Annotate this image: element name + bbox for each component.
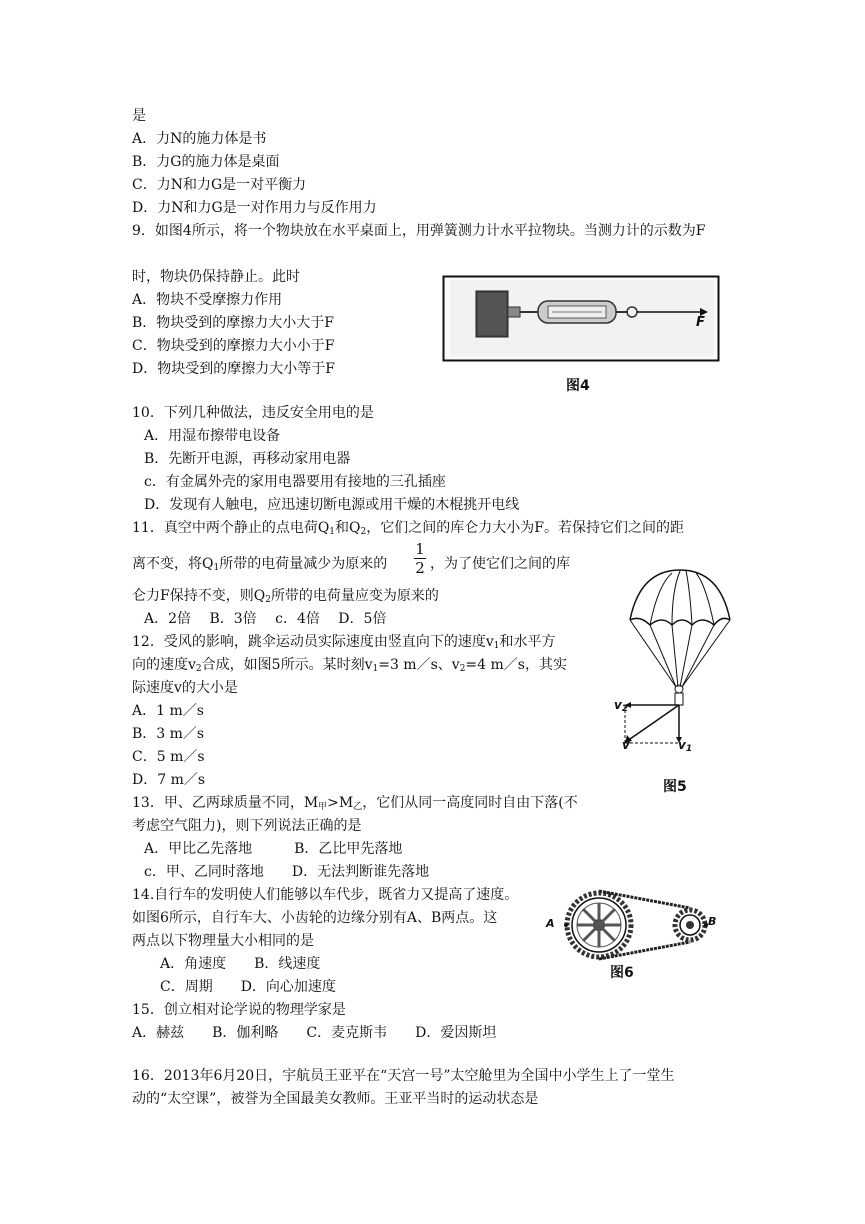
question-15-stem: 15．创立相对论学说的物理学家是	[132, 1002, 346, 1018]
figure-5-caption: 图5	[663, 779, 687, 795]
option-line: B．力G的施力体是桌面	[132, 154, 280, 170]
question-11-stem-cont: 离不变，将$Q_1$所带的电荷量减少为原来的	[132, 556, 388, 573]
fraction-one-half: 1 2	[415, 540, 425, 577]
option-line: c．甲、乙同时落地 D．无法判断谁先落地	[144, 864, 430, 880]
question-14-stem-cont: 如图6所示，自行车大、小齿轮的边缘分别有A、B两点。这	[132, 910, 498, 926]
question-10-stem: 10．下列几种做法，违反安全用电的是	[132, 405, 374, 421]
question-14-stem: 14.自行车的发明使人们能够以车代步，既省力又提高了速度。	[132, 887, 519, 903]
question-16-stem: 16．2013年6月20日，宇航员王亚平在“天宫一号”太空舱里为全国中小学生上了一堂生	[132, 1068, 675, 1084]
figure-4-caption: 图4	[566, 378, 590, 394]
option-line: D．物块受到的摩擦力大小等于F	[132, 361, 335, 377]
figure-6	[546, 885, 722, 969]
option-line: A．1 m／s	[132, 703, 204, 719]
question-13-stem: 13．甲、乙两球质量不同，$M_甲>M_乙$，它们从同一高度同时自由下落(不	[132, 795, 578, 812]
question-12-stem: 12．受风的影响，跳伞运动员实际速度由竖直向下的速度$v_1$和水平方	[132, 634, 556, 651]
option-line: D．7 m／s	[132, 772, 206, 788]
option-line: A．赫兹 B．伽利略 C．麦克斯韦 D．爱因斯坦	[132, 1025, 497, 1041]
point-b-label: B	[708, 915, 717, 928]
option-line: D．发现有人触电，应迅速切断电源或用干燥的木棍挑开电线	[144, 497, 520, 513]
question-9-stem-cont: 时，物块仍保持静止。此时	[132, 269, 300, 285]
figure-6-caption: 图6	[610, 965, 634, 981]
option-line: A．角速度 B．线速度	[160, 956, 321, 972]
point-a-label: A	[546, 917, 555, 930]
option-line: D．力N和力G是一对作用力与反作用力	[132, 200, 377, 216]
text-line: 是	[132, 108, 146, 124]
figure-4	[442, 275, 720, 369]
question-11-stem: 11．真空中两个静止的点电荷$Q_1$和$Q_2$，它们之间的库仑力大小为F。若保持它们之间的距	[132, 520, 684, 537]
option-line: A．力N的施力体是书	[132, 131, 267, 147]
option-line: B．先断开电源，再移动家用电器	[144, 451, 351, 467]
option-line: C．5 m／s	[132, 749, 205, 765]
option-line: A．2倍 B．3倍 c．4倍 D．5倍	[144, 611, 387, 627]
question-12-stem-cont: 向的速度$v_2$合成，如图5所示。某时刻$v_1=3$ m／s、$v_2=4$ m／s，其实	[132, 657, 567, 674]
question-16-stem-cont: 动的“太空课”，被誉为全国最美女教师。王亚平当时的运动状态是	[132, 1091, 539, 1107]
question-11-stem-cont: 仑力F保持不变，则$Q_2$所带的电荷量应变为原来的	[132, 588, 439, 605]
question-11-stem-tail: ，为了使它们之间的库	[430, 556, 570, 572]
question-13-stem-cont: 考虑空气阻力)，则下列说法正确的是	[132, 818, 362, 834]
option-line: A．用湿布擦带电设备	[144, 428, 281, 444]
v2-label: $v_2$	[614, 698, 629, 714]
figure-5	[610, 565, 750, 769]
option-line: C．周期 D．向心加速度	[160, 979, 336, 995]
question-14-stem-cont: 两点以下物理量大小相同的是	[132, 933, 314, 949]
option-line: C．物块受到的摩擦力大小小于F	[132, 338, 335, 354]
option-line: A．物块不受摩擦力作用	[132, 292, 283, 308]
v1-label: $v_1$	[678, 738, 693, 754]
question-9-stem: 9．如图4所示，将一个物块放在水平桌面上，用弹簧测力计水平拉物块。当测力计的示数为F	[132, 223, 706, 239]
option-line: C．力N和力G是一对平衡力	[132, 177, 307, 193]
option-line: A．甲比乙先落地 B．乙比甲先落地	[144, 841, 403, 857]
v-label: v	[622, 738, 630, 752]
option-line: c．有金属外壳的家用电器要用有接地的三孔插座	[144, 474, 446, 490]
option-line: B．3 m／s	[132, 726, 205, 742]
question-12-stem-cont: 际速度v的大小是	[132, 680, 238, 696]
option-line: B．物块受到的摩擦力大小大于F	[132, 315, 335, 331]
force-label-f: F	[696, 315, 705, 330]
